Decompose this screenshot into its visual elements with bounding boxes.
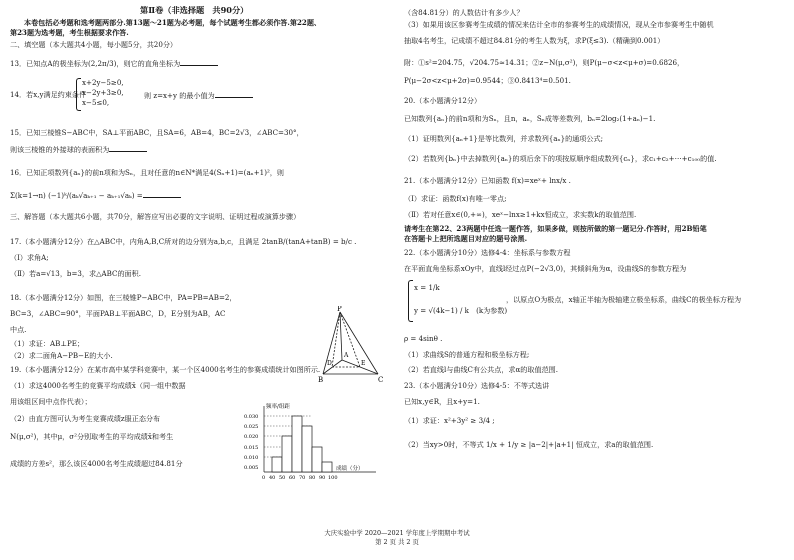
x-tick-label: 50 (279, 475, 286, 481)
answer-blank (109, 144, 147, 152)
question-21-line-1: 21.（本小题满分12分）已知函数 f(x)=xeˣ+ lnx/x . (404, 176, 571, 185)
q19-part-3-line-2: 抽取4名考生，记成绩不超过84.81分的考生人数为ξ，求P(ξ≤3).（精确到0.001） (404, 36, 665, 45)
question-23-line-1: 已知x,y∈R，且x+y=1. (404, 397, 480, 406)
constraint-brace (76, 78, 81, 111)
question-19-part-2: （2）由直方图可认为考生竞赛成绩z服正态分布 (10, 414, 161, 423)
score-histogram (236, 402, 386, 482)
question-20-part-1: （1）证明数列{aₙ+1}是等比数列，并求数列{aₙ}的通项公式; (404, 134, 603, 143)
question-21-part-1: （Ⅰ）求证：函数f(x)有唯一零点; (404, 194, 507, 203)
question-16-sum (10, 190, 181, 200)
polar-equation: ρ = 4sinθ . (404, 334, 443, 343)
answer-blank (215, 90, 253, 98)
question-19-part-1: （1）求这4000名考生的竞赛平均成绩x̄（同一组中数据 (10, 381, 186, 390)
question-23-part-2: （2）当xy>0时，不等式 1/x + 1/y ≥ |a−2|+|a+1| 恒成立，求a的取值范围. (404, 440, 654, 449)
question-18-line-2: BC=3，∠ABC=90°，平面PAB⊥平面ABC，D，E分别为AB，AC (10, 309, 226, 318)
x-tick-label: 70 (299, 475, 306, 481)
question-22-part-1: （1）求曲线S的普通方程和极坐标方程; (404, 350, 530, 359)
right-column (400, 0, 794, 560)
label-d: D (327, 360, 332, 367)
left-column (0, 0, 396, 560)
question-15-line-2 (10, 144, 147, 154)
constraint-2: x−2y+3≥0, (82, 88, 124, 97)
param-x: x = 1/k (414, 283, 440, 292)
x-tick-label: 60 (289, 475, 296, 481)
histogram-bar (302, 426, 312, 472)
question-20-line-1: 已知数列{aₙ}的前n项和为Sₙ，且n，aₙ，Sₙ成等差数列，bₙ=2log₂(1+aₙ)−1. (404, 114, 656, 123)
histogram-bar (312, 447, 322, 472)
question-14-tail (144, 90, 253, 100)
label-p: P (337, 306, 342, 313)
x-tick-label: 100 (328, 475, 338, 481)
question-19-line-3: 用该组区间中点作代表）； (10, 397, 92, 406)
instructions-line-2: 第23题为选考题，考生根据要求作答. (10, 28, 129, 37)
elective-note-line-2: 在答题卡上把所选题目对应的题号涂黑. (404, 234, 528, 243)
y-tick-label: 0.020 (244, 434, 259, 440)
question-20-part-2: （2）若数列{bₙ}中去掉数列{aₙ}的项后余下的项按原顺序组成数列{cₙ}，求c₁+c₂+⋯+c₁₀₀的值. (404, 154, 717, 163)
question-14-intro: 14．若x,y满足约束条件 (10, 90, 87, 99)
label-e: E (361, 360, 366, 367)
parametric-brace (408, 280, 413, 322)
question-19-line-5: N(μ,σ²)，其中μ，σ²分别取考生的平均成绩x̄和考生 (10, 432, 174, 441)
histogram-bar (272, 457, 282, 472)
param-y: y = √(4k−1) / k (k为参数) (414, 306, 508, 315)
constraint-3: x−5≤0, (82, 98, 110, 107)
y-axis-label: 频率/组距 (266, 404, 290, 410)
answer-blank (143, 190, 181, 198)
elective-note-line-1: 请考生在第22、23两题中任选一题作答，如果多做，则按所做的第一题记分.作答时，用2B铅笔 (404, 224, 707, 233)
instructions-line-1: 本卷包括必考题和选考题两部分.第13题～21题为必考题，每个试题考生都必须作答.第22题、 (24, 18, 322, 27)
constraint-1: x+2y−5≥0, (82, 78, 124, 87)
question-16-line-1: 16．已知正项数列{aₙ}的前n项和为Sₙ，且对任意的n∈N*满足4(Sₙ+1)=(aₙ+1)²，则 (10, 168, 284, 177)
question-13 (10, 58, 218, 68)
question-21-part-2: （Ⅱ）若对任意x∈(0,+∞)，xeˣ−lnx≥1+kx恒成立，求实数k的取值范围. (404, 210, 637, 219)
y-tick-label: 0.015 (244, 445, 259, 451)
histogram-bar (282, 436, 292, 472)
x-tick-label: 40 (269, 475, 276, 481)
pyramid-figure (318, 306, 386, 386)
y-tick-label: 0.025 (244, 424, 259, 430)
question-17-part-2: （Ⅱ）若a=√13，b=3，求△ABC的面积. (10, 269, 141, 278)
question-23-heading: 23.（本小题满分10分）选修4-5：不等式选讲 (404, 381, 550, 390)
q19-appendix-line-2: P(μ−2σ<z<μ+2σ)=0.9544；③0.8413⁴=0.501. (404, 76, 571, 85)
question-20-heading: 20.（本小题满分12分） (404, 96, 482, 105)
fill-blank-heading: 二、填空题（本大题共4小题，每小题5分，共20分） (10, 40, 178, 49)
y-tick-label: 0.005 (244, 465, 259, 471)
question-22-part-2: （2）若直线l与曲线C有公共点，求α的取值范围. (404, 365, 559, 374)
x-tick-label: 90 (319, 475, 326, 481)
question-18-line-1: 18.（本小题满分12分）如图，在三棱锥P−ABC中，PA=PB=AB=2， (10, 293, 237, 302)
solve-heading: 三、解答题（本大题共6小题，共70分，解答应写出必要的文字说明、证明过程或演算步骤） (10, 212, 301, 221)
answer-blank (180, 58, 218, 66)
question-18-part-1: （1）求证：AB⊥PE； (10, 339, 85, 348)
question-18-part-2: （2）求二面角A−PB−E的大小. (10, 351, 113, 360)
q19-appendix-line-1: 附：①s²=204.75，√204.75≈14.31；②z~N(μ,σ²)，则P(μ−σ<z<μ+σ)=0.6826， (404, 58, 685, 67)
footer-school: 大庆实验中学 2020—2021 学年度上学期期中考试 (324, 529, 470, 537)
histogram-bar (322, 462, 332, 472)
x-tick-label: 0 (262, 475, 266, 481)
label-b: B (318, 376, 324, 384)
histogram-bar (292, 416, 302, 472)
question-18-line-3: 中点. (10, 325, 27, 334)
segment-pd (332, 312, 340, 367)
question-22-line-1: 在平面直角坐标系xOy中，直线l经过点P(−2√3,0)，其倾斜角为α，设曲线S的参数方程为 (404, 264, 687, 273)
y-tick-label: 0.010 (244, 455, 259, 461)
label-c: C (378, 376, 384, 384)
question-15-line-1: 15．已知三棱锥S−ABC中，SA⊥平面ABC，且SA=6，AB=4，BC=2√3，∠ABC=30°， (10, 128, 304, 137)
question-22-line-2: ，以原点O为极点，x轴正半轴为极轴建立极坐标系，曲线C的极坐标方程为 (506, 295, 742, 304)
question-23-part-1: （1）求证：x²+3y² ≥ 3/4 ; (404, 416, 495, 425)
question-19-line-1: 19.（本小题满分12分）在某市高中某学科竞赛中，某一个区4000名考生的参赛成绩统计如图所示. (10, 365, 321, 374)
edge-pa (340, 312, 342, 360)
footer-page-number: 第 2 页 共 2 页 (375, 538, 419, 546)
q19-part-3-line-1: （3）如果用该区参赛考生成绩的情况来估计全市的参赛考生的成绩情况，现从全市参赛考生中随机 (404, 20, 714, 29)
x-axis-label: 成绩（分） (336, 466, 364, 472)
q19-continued-line-1: （含84.81分）的人数估计有多少人？ (404, 8, 524, 17)
question-17-line-1: 17.（本小题满分12分）在△ABC中，内角A,B,C所对的边分别为a,b,c，且满足 2tanB/(tanA+tanB) = b/c . (10, 237, 357, 246)
question-19-line-6: 成绩的方差s²，那么该区4000名考生成绩超过84.81分 (10, 459, 183, 468)
section-title: 第Ⅱ卷（非选择题 共90分） (140, 5, 249, 15)
question-17-part-1: （Ⅰ）求角A; (10, 253, 49, 262)
q16-sum-text: Σ(k=1→n) (−1)ᵏ/(aₖ√aₖ₊₁ − aₖ₊₁√aₖ) = (10, 191, 143, 200)
label-a: A (344, 352, 349, 359)
q15-tail-text: 则该三棱锥的外接球的表面积为 (10, 145, 110, 154)
q13-text: 13．已知点A的极坐标为(2,2π/3)，则它的直角坐标为 (10, 59, 181, 68)
q14-tail-text: 则 z=x+y 的最小值为 (144, 91, 215, 100)
y-tick-label: 0.030 (244, 414, 259, 420)
x-tick-label: 80 (309, 475, 316, 481)
question-22-heading: 22.（本小题满分10分）选修4-4：坐标系与参数方程 (404, 248, 571, 257)
